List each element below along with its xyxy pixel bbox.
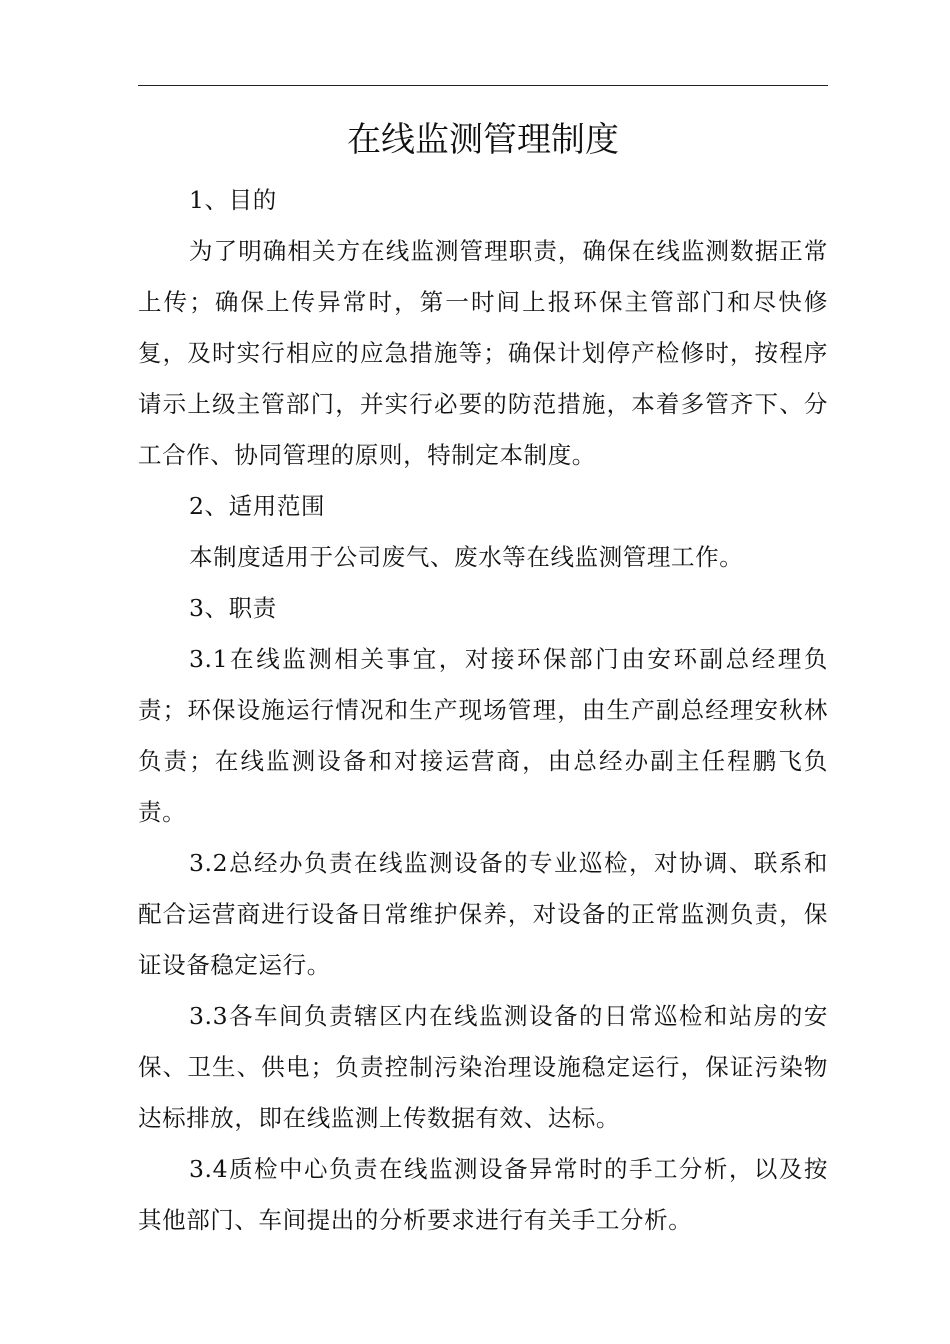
section-heading-responsibilities: 3、职责 (189, 594, 277, 622)
paragraph-purpose: 为了明确相关方在线监测管理职责，确保在线监测数据正常上传；确保上传异常时，第一时间上报环保主管部门和尽快修复，及时实行相应的应急措施等；确保计划停产检修时，按程序请示上级主管部门，并实行必要的防范措施，本着多管齐下、分工合作、协同管理的原则，特制定本制度。 (138, 237, 828, 469)
document-body (138, 175, 828, 1246)
paragraph-3-3: 3.3各车间负责辖区内在线监测设备的日常巡检和站房的安保、卫生、供电；负责控制污染治理设施稳定运行，保证污染物达标排放，即在线监测上传数据有效、达标。 (138, 1002, 828, 1132)
paragraph-scope: 本制度适用于公司废气、废水等在线监测管理工作。 (189, 543, 744, 571)
header-rule (138, 85, 828, 86)
section-heading-scope: 2、适用范围 (189, 492, 326, 520)
paragraph-3-1: 3.1在线监测相关事宜，对接环保部门由安环副总经理负责；环保设施运行情况和生产现场管理，由生产副总经理安秋林负责；在线监测设备和对接运营商，由总经办副主任程鹏飞负责。 (138, 645, 828, 826)
page-title: 在线监测管理制度 (347, 120, 619, 160)
paragraph-3-4: 3.4质检中心负责在线监测设备异常时的手工分析，以及按其他部门、车间提出的分析要求进行有关手工分析。 (138, 1155, 828, 1234)
paragraph-3-2: 3.2总经办负责在线监测设备的专业巡检，对协调、联系和配合运营商进行设备日常维护保养，对设备的正常监测负责，保证设备稳定运行。 (138, 849, 828, 979)
section-heading-purpose: 1、目的 (189, 186, 277, 214)
